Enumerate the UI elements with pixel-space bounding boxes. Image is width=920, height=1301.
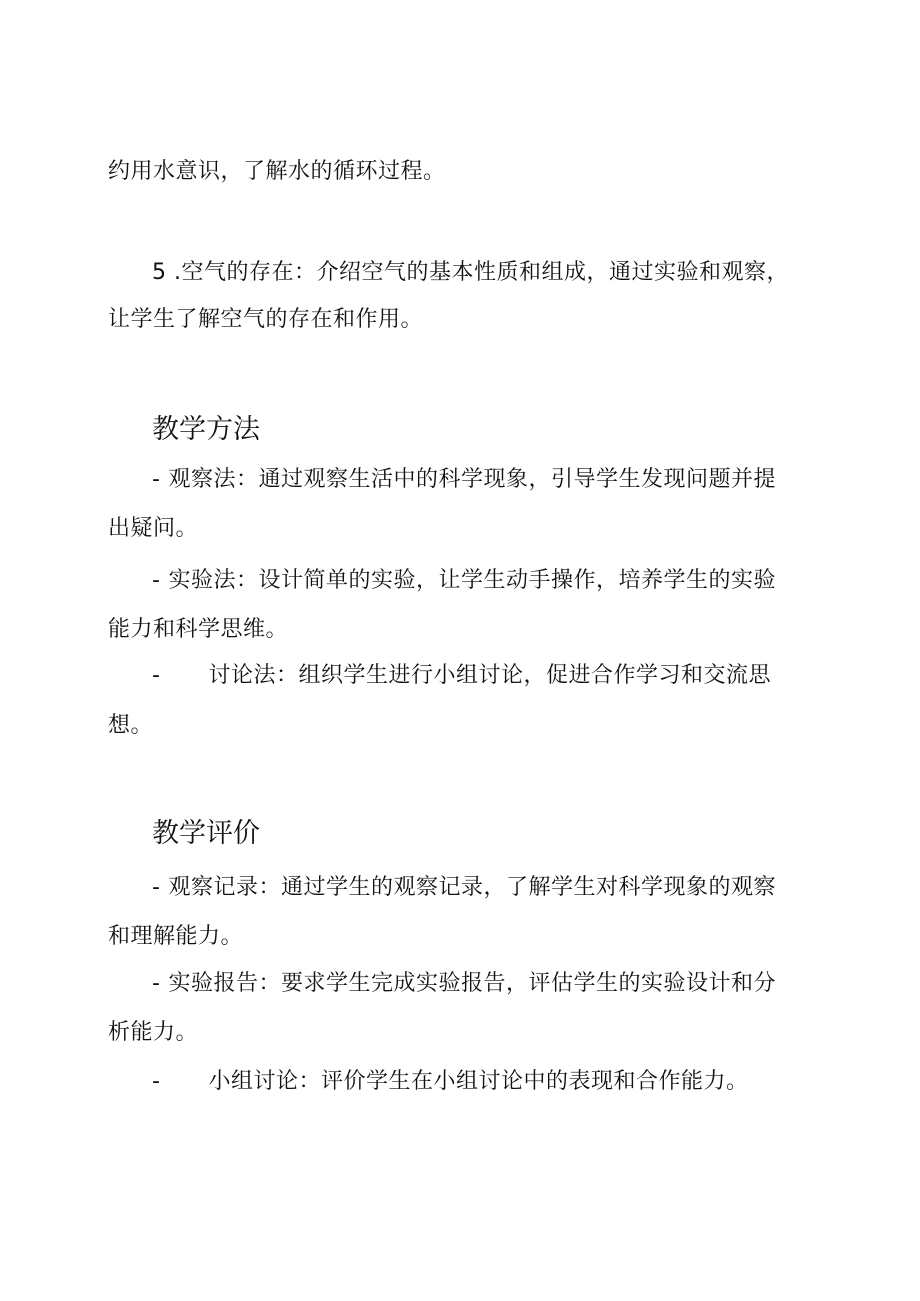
- bullet-dash: -: [152, 875, 161, 900]
- bullet-dash: -: [152, 1069, 161, 1094]
- evaluation-heading: 教学评价: [152, 818, 260, 849]
- method-experiment-text: 实验法：设计简单的实验，让学生动手操作，培养学生的实验: [168, 568, 776, 593]
- evaluation-item-lab-report-line-1: [152, 969, 776, 999]
- method-item-observation-line-2: 出疑问。: [108, 516, 199, 541]
- bullet-dash: -: [152, 568, 161, 593]
- method-discussion-text: 讨论法：组织学生进行小组讨论，促进合作学习和交流思: [208, 663, 771, 688]
- method-item-discussion-line-2: 想。: [108, 713, 154, 738]
- bullet-dash: -: [152, 663, 161, 688]
- item-5-line-2: 让学生了解空气的存在和作用。: [108, 307, 424, 332]
- evaluation-item-observation-record-line-1: [152, 873, 776, 903]
- intro-paragraph-line: 约用水意识，了解水的循环过程。: [108, 159, 446, 184]
- methods-heading: 教学方法: [152, 414, 260, 445]
- evaluation-item-group-discussion-line-1: [152, 1067, 748, 1097]
- bullet-dash: -: [152, 467, 161, 492]
- method-item-experiment-line-2: 能力和科学思维。: [108, 617, 289, 642]
- evaluation-group-discussion-text: 小组讨论：评价学生在小组讨论中的表现和合作能力。: [208, 1069, 749, 1094]
- item-5-line-1: 5 .空气的存在：介绍空气的基本性质和组成，通过实验和观察，: [152, 260, 789, 285]
- evaluation-item-observation-record-line-2: 和理解能力。: [108, 924, 244, 949]
- method-observation-text: 观察法：通过观察生活中的科学现象，引导学生发现问题并提: [168, 467, 776, 492]
- method-item-experiment-line-1: [152, 566, 776, 596]
- bullet-dash: -: [152, 971, 161, 996]
- evaluation-item-lab-report-line-2: 析能力。: [108, 1020, 199, 1045]
- method-item-discussion-line-1: [152, 661, 771, 691]
- method-item-observation-line-1: [152, 465, 776, 495]
- evaluation-lab-report-text: 实验报告：要求学生完成实验报告，评估学生的实验设计和分: [168, 971, 776, 996]
- evaluation-observation-record-text: 观察记录：通过学生的观察记录，了解学生对科学现象的观察: [168, 875, 776, 900]
